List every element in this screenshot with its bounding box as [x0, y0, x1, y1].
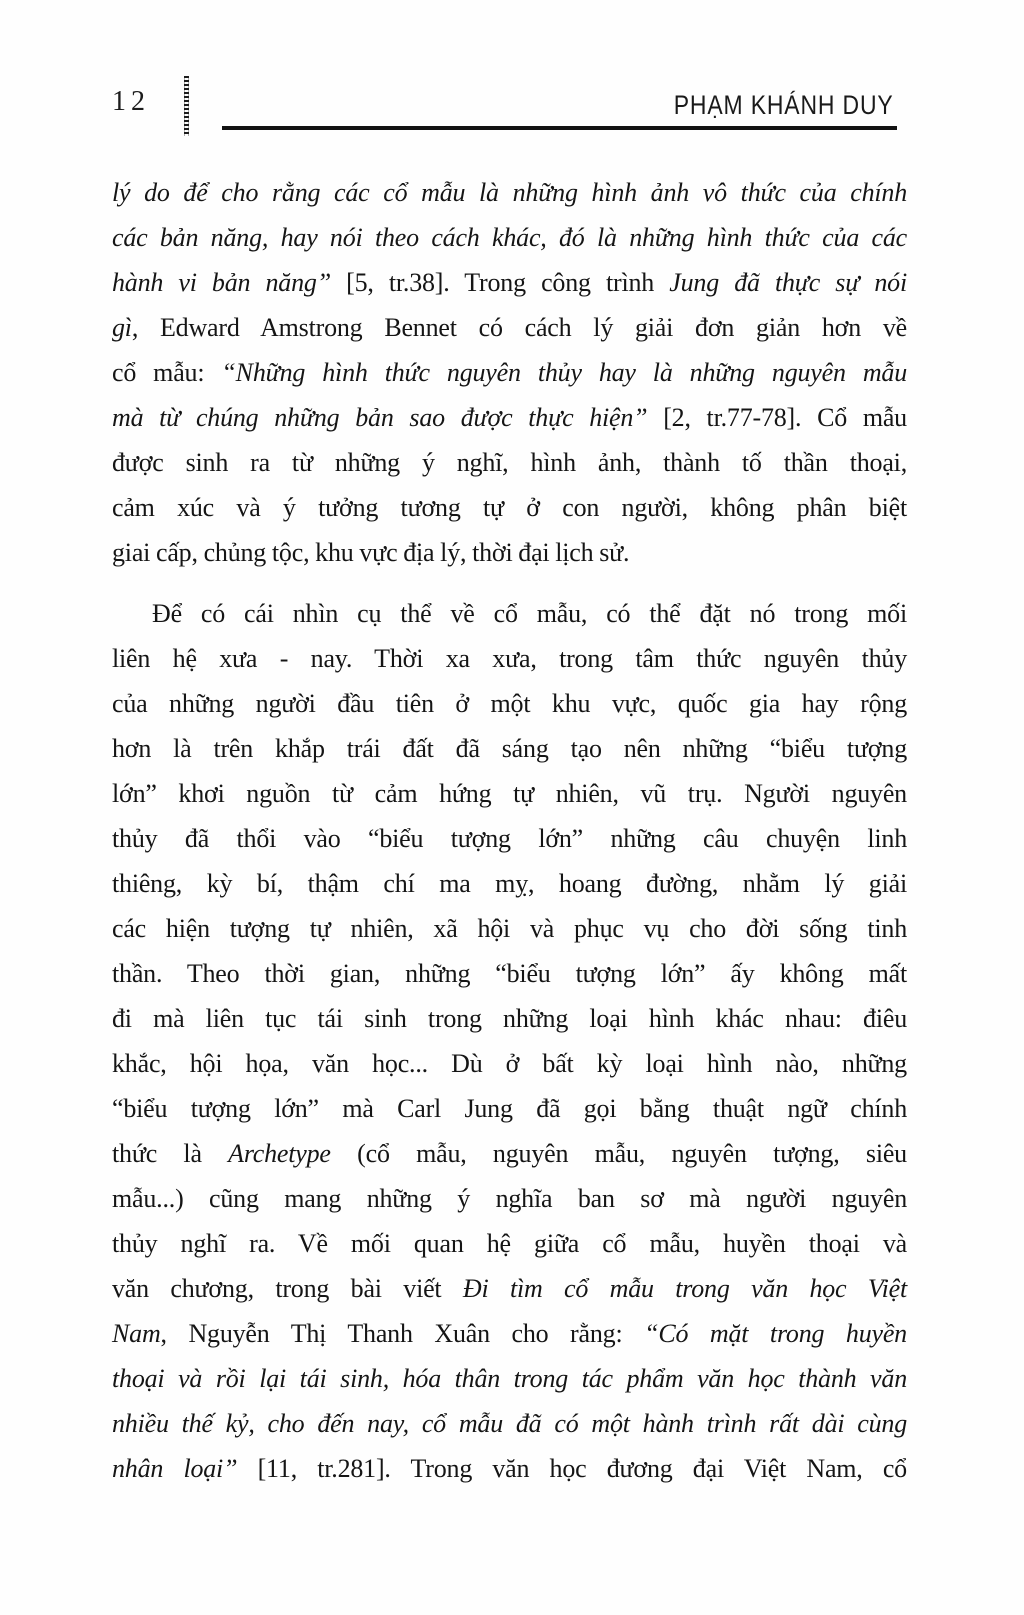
text-segment: [2, tr.77-78]. Cổ mẫu: [647, 403, 907, 432]
text-line: [112, 1311, 907, 1356]
text-segment: khắc, hội họa, văn học... Dù ở bất kỳ loại hình nào, những: [112, 1049, 907, 1078]
text-segment: đi mà liên tục tái sinh trong những loại hình khác nhau: điêu: [112, 1004, 907, 1033]
text-line: [112, 485, 907, 530]
text-line: [112, 1356, 907, 1401]
italic-text-segment: mà từ chúng những bản sao được thực hiện”: [112, 403, 648, 432]
text-segment: [11, tr.281]. Trong văn học đương đại Việt Nam, cổ: [237, 1454, 907, 1483]
text-line: [112, 1401, 907, 1446]
text-segment: liên hệ xưa - nay. Thời xa xưa, trong tâm thức nguyên thủy: [112, 644, 907, 673]
page-number: 12: [112, 86, 150, 117]
text-line: [112, 636, 907, 681]
header-rule: [222, 126, 897, 130]
text-line: [112, 861, 907, 906]
text-segment: cổ mẫu:: [112, 358, 222, 387]
text-segment: (cổ mẫu, nguyên mẫu, nguyên tượng, siêu: [330, 1139, 907, 1168]
text-line: [112, 1086, 907, 1131]
italic-text-segment: Archetype: [228, 1139, 331, 1168]
text-line: [112, 395, 907, 440]
text-segment: thủy đã thổi vào “biểu tượng lớn” những câu chuyện linh: [112, 824, 907, 853]
text-segment: văn chương, trong bài viết: [112, 1274, 463, 1303]
decorative-chain-bar: [184, 76, 189, 136]
italic-text-segment: “Có mặt trong huyền: [644, 1319, 907, 1348]
text-line: [112, 260, 907, 305]
text-line: [112, 591, 907, 636]
text-line: [112, 440, 907, 485]
text-segment: thần. Theo thời gian, những “biểu tượng lớn” ấy không mất: [112, 959, 907, 988]
text-segment: cảm xúc và ý tưởng tương tự ở con người, không phân biệt: [112, 493, 907, 522]
italic-text-segment: gì: [112, 313, 132, 342]
text-segment: các hiện tượng tự nhiên, xã hội và phục vụ cho đời sống tinh: [112, 914, 907, 943]
text-segment: thủy nghĩ ra. Về mối quan hệ giữa cổ mẫu, huyền thoại và: [112, 1229, 907, 1258]
paragraph: [112, 170, 907, 575]
italic-text-segment: nhiều thế kỷ, cho đến nay, cổ mẫu đã có một hành trình rất dài cùng: [112, 1409, 907, 1438]
text-segment: của những người đầu tiên ở một khu vực, quốc gia hay rộng: [112, 689, 907, 718]
text-segment: được sinh ra từ những ý nghĩ, hình ảnh, thành tố thần thoại,: [112, 448, 907, 477]
text-line: [112, 951, 907, 996]
text-segment: , Edward Amstrong Bennet có cách lý giải đơn giản hơn về: [131, 313, 907, 342]
text-line: [112, 305, 907, 350]
page-header: [0, 0, 1024, 150]
italic-text-segment: “Những hình thức nguyên thủy hay là những nguyên mẫu: [221, 358, 907, 387]
text-segment: “biểu tượng lớn” mà Carl Jung đã gọi bằng thuật ngữ chính: [112, 1094, 907, 1123]
italic-text-segment: hành vi bản năng”: [112, 268, 331, 297]
text-line: [112, 996, 907, 1041]
paragraph: [112, 591, 907, 1491]
text-segment: lớn” khơi nguồn từ cảm hứng tự nhiên, vũ trụ. Người nguyên: [112, 779, 907, 808]
text-line: [112, 1041, 907, 1086]
text-line: [112, 1266, 907, 1311]
text-line: [112, 771, 907, 816]
italic-text-segment: lý do để cho rằng các cổ mẫu là những hình ảnh vô thức của chính: [112, 178, 907, 207]
text-line: [112, 681, 907, 726]
running-title: PHẠM KHÁNH DUY: [674, 90, 894, 120]
text-segment: , Nguyễn Thị Thanh Xuân cho rằng:: [160, 1319, 645, 1348]
italic-text-segment: Nam: [112, 1319, 161, 1348]
text-line: [112, 530, 907, 575]
text-segment: Để có cái nhìn cụ thể về cổ mẫu, có thể đặt nó trong mối: [152, 599, 907, 628]
text-line: [112, 816, 907, 861]
text-segment: [5, tr.38]. Trong công trình: [330, 268, 670, 297]
italic-text-segment: các bản năng, hay nói theo cách khác, đó là những hình thức của các: [112, 223, 907, 252]
text-segment: giai cấp, chủng tộc, khu vực địa lý, thời đại lịch sử.: [112, 538, 630, 567]
italic-text-segment: Đi tìm cổ mẫu trong văn học Việt: [462, 1274, 907, 1303]
text-line: [112, 215, 907, 260]
text-line: [112, 350, 907, 395]
italic-text-segment: nhân loại”: [112, 1454, 238, 1483]
text-segment: mẫu...) cũng mang những ý nghĩa ban sơ mà người nguyên: [112, 1184, 907, 1213]
text-line: [112, 1446, 907, 1491]
text-line: [112, 1176, 907, 1221]
italic-text-segment: Jung đã thực sự nói: [669, 268, 907, 297]
text-segment: hơn là trên khắp trái đất đã sáng tạo nên những “biểu tượng: [112, 734, 907, 763]
text-line: [112, 1221, 907, 1266]
text-line: [112, 1131, 907, 1176]
text-line: [112, 906, 907, 951]
text-line: [112, 170, 907, 215]
page-body: [112, 170, 907, 1491]
italic-text-segment: thoại và rồi lại tái sinh, hóa thân trong tác phẩm văn học thành văn: [112, 1364, 907, 1393]
text-segment: thức là: [112, 1139, 229, 1168]
text-segment: thiêng, kỳ bí, thậm chí ma mỵ, hoang đường, nhằm lý giải: [112, 869, 907, 898]
text-line: [112, 726, 907, 771]
